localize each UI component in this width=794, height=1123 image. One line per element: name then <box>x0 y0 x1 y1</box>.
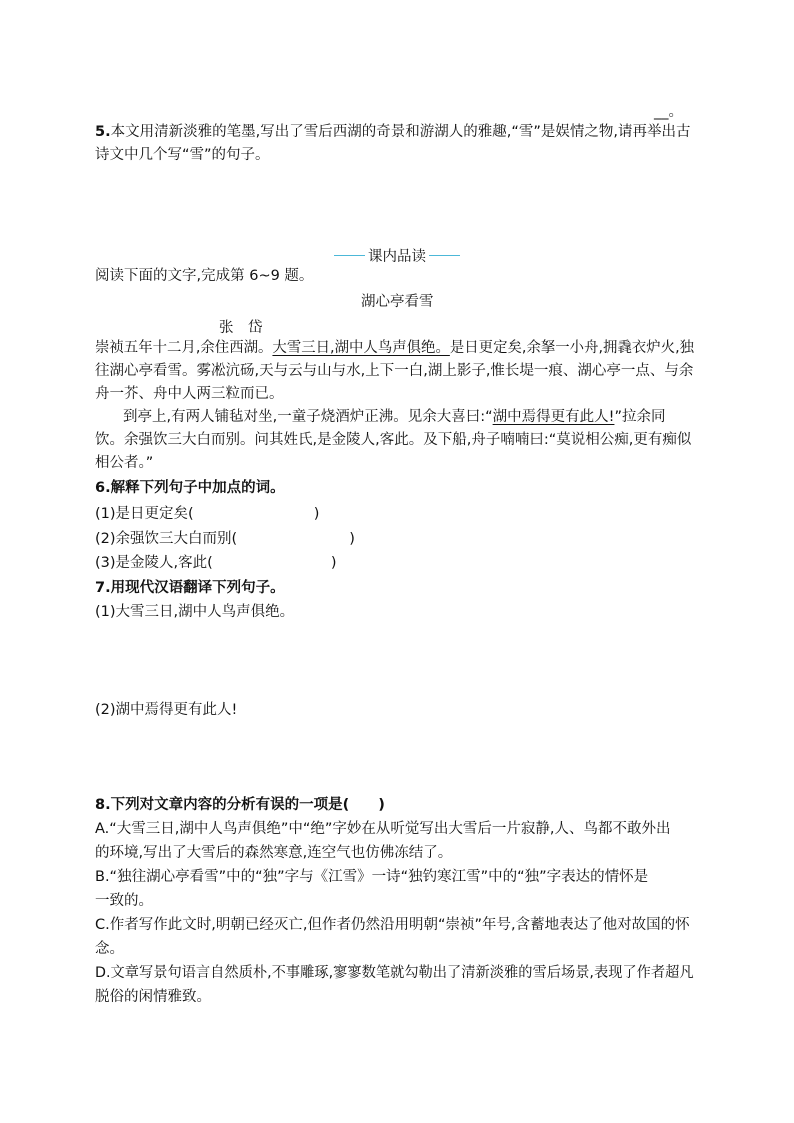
q7-stem: 7.用现代汉语翻译下列句子。 <box>95 580 285 596</box>
q8-option-d-line2: 脱俗的闲情雅致。 <box>95 989 211 1005</box>
q8-option-a-line2: 的环境,写出了大雪后的森然寒意,连空气也仿佛冻结了。 <box>95 845 453 861</box>
passage-p2-text-b: ”拉余同 <box>614 409 666 425</box>
q8-option-c-line1[interactable]: C.作者写作此文时,明朝已经灭亡,但作者仍然沿用明朝“崇祯”年号,含蓄地表达了他对故国的怀 <box>95 917 690 933</box>
passage-title: 湖心亭看雪 <box>361 294 434 310</box>
q6-item-3 <box>95 553 336 573</box>
q8-option-d-line1[interactable]: D.文章写景句语言自然质朴,不事雕琢,寥寥数笔就勾勒出了清新淡雅的雪后场景,表现了作者超凡 <box>95 965 694 981</box>
passage-p1-text-a: 崇祯五年十二月,余住西湖。 <box>95 340 273 356</box>
passage-p2-line2: 饮。余强饮三大白而别。问其姓氏,是金陵人,客此。及下船,舟子喃喃曰:“莫说相公痴,更有痴似 <box>95 432 692 448</box>
q5-line1 <box>95 122 690 142</box>
passage-author: 张 岱 <box>219 320 263 336</box>
q8-option-a-line1[interactable]: A.“大雪三日,湖中人鸟声俱绝”中“绝”字妙在从听觉写出大雪后一片寂静,人、鸟都不敢外出 <box>95 821 671 837</box>
q7-item-2: (2)湖中焉得更有此人! <box>95 702 238 718</box>
underlined-sentence-1: 大雪三日,湖中人鸟声俱绝。 <box>272 340 450 356</box>
q6-item-1-close: ) <box>313 506 320 522</box>
q4-tail-end: 。 <box>668 104 683 120</box>
section-header <box>334 244 460 266</box>
q5-line2: 诗文中几个写“雪”的句子。 <box>95 147 270 163</box>
q8-option-b-line1[interactable]: B.“独往湖心亭看雪”中的“独”字与《江雪》一诗“独钓寒江雪”中的“独”字表达的情怀是 <box>95 869 649 885</box>
q4-tail <box>654 100 683 121</box>
passage-p2-line3: 相公者。” <box>95 455 154 471</box>
section-header-right-rule <box>429 255 460 256</box>
passage-p2-line1 <box>123 407 665 427</box>
q6-item-1-text: (1)是日更定矣( <box>95 506 194 522</box>
q7-item-1: (1)大雪三日,湖中人鸟声俱绝。 <box>95 604 295 620</box>
q8-option-c-line2: 念。 <box>95 941 124 957</box>
q6-item-1 <box>95 504 319 524</box>
passage-p1-line1 <box>95 338 694 358</box>
q6-stem: 6.解释下列句子中加点的词。 <box>95 480 285 496</box>
section-header-left-rule <box>334 255 365 256</box>
q8-option-b-line2: 一致的。 <box>95 893 153 909</box>
passage-p2-text-a: 到亭上,有两人铺毡对坐,一童子烧酒炉正沸。见余大喜曰:“ <box>123 409 493 425</box>
q6-item-3-text: (3)是金陵人,客此( <box>95 555 213 571</box>
q6-item-2 <box>95 529 355 549</box>
answer-blank[interactable]: __ <box>654 104 669 120</box>
q6-item-3-close: ) <box>330 555 337 571</box>
passage-p1-text-b: 是日更定矣,余拏一小舟,拥毳衣炉火,独 <box>449 340 695 356</box>
passage-p1-line2: 往湖心亭看雪。雾凇沆砀,天与云与山与水,上下一白,湖上影子,惟长堤一痕、湖心亭一点、与余 <box>95 363 694 379</box>
q8-stem: 8.下列对文章内容的分析有误的一项是( ) <box>95 797 385 813</box>
reading-instruction: 阅读下面的文字,完成第 6~9 题。 <box>95 268 314 284</box>
q6-item-2-text: (2)余强饮三大白而别( <box>95 531 238 547</box>
q6-item-2-close: ) <box>349 531 355 547</box>
passage-p1-line3: 舟一芥、舟中人两三粒而已。 <box>95 386 284 402</box>
underlined-sentence-2: 湖中焉得更有此人! <box>492 409 615 425</box>
section-header-title: 课内品读 <box>368 248 426 265</box>
q5-number: 5. <box>95 124 111 140</box>
q5-text-line1: 本文用清新淡雅的笔墨,写出了雪后西湖的奇景和游湖人的雅趣,“雪”是娱情之物,请再举出古 <box>110 124 691 140</box>
